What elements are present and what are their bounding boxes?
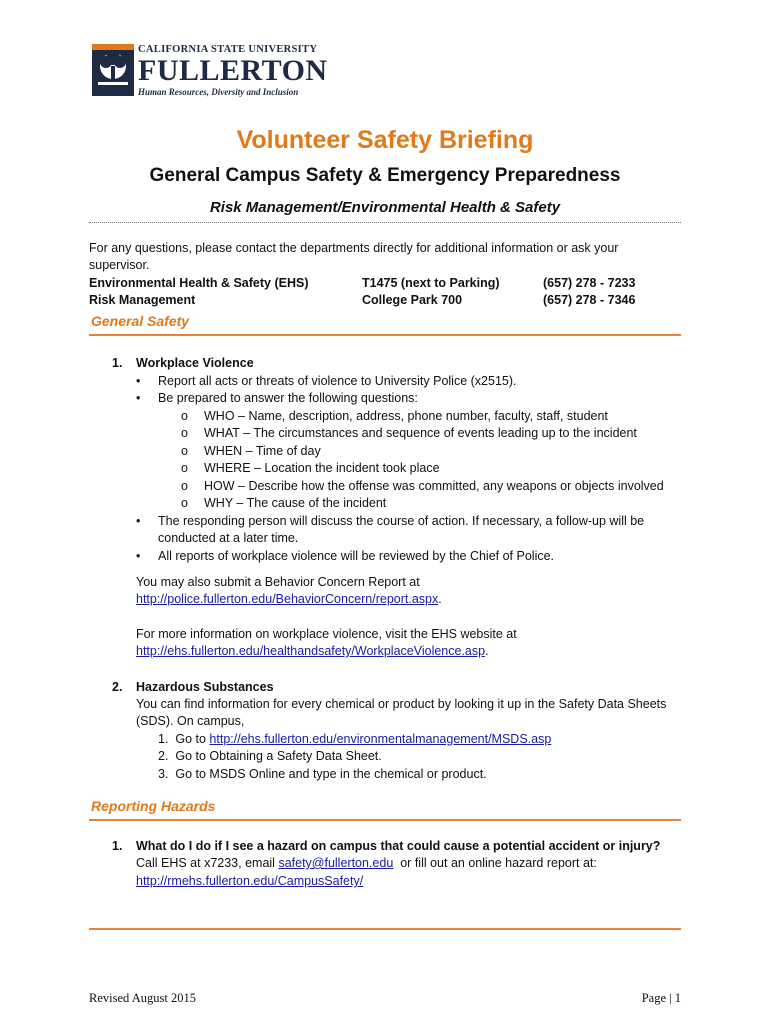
- behavior-report-text: You may also submit a Behavior Concern Report at: [136, 575, 420, 589]
- behavior-concern-link[interactable]: http://police.fullerton.edu/BehaviorConcern/report.aspx: [136, 592, 439, 606]
- campus-safety-link[interactable]: http://rmehs.fullerton.edu/CampusSafety/: [136, 874, 364, 888]
- contact-location-ehs: T1475 (next to Parking): [362, 276, 500, 290]
- tree-seal-icon: [92, 44, 134, 96]
- msds-link[interactable]: http://ehs.fullerton.edu/environmentalmanagement/MSDS.asp: [209, 732, 552, 746]
- bullet-responding-person: • The responding person will discuss the course of action. If necessary, a follow-up will be: [158, 513, 644, 531]
- section-heading-general-safety: General Safety: [91, 313, 190, 329]
- step-2-text: Go to Obtaining a Safety Data Sheet.: [175, 749, 382, 763]
- item-title-hazardous-substances: Hazardous Substances: [136, 680, 274, 694]
- page-subtitle: General Campus Safety & Emergency Preparedness: [149, 165, 621, 186]
- section-rule: [89, 334, 681, 336]
- question-what: o WHAT – The circumstances and sequence of events leading up to the incident: [204, 425, 637, 443]
- page-title: Volunteer Safety Briefing: [236, 126, 534, 154]
- item-number: 1.: [112, 356, 123, 370]
- question-why: o WHY – The cause of the incident: [204, 495, 386, 513]
- item-title-workplace-violence: Workplace Violence: [136, 356, 254, 370]
- dotted-divider: [89, 222, 681, 223]
- division-name: Human Resources, Diversity and Inclusion: [138, 87, 299, 97]
- contact-name-risk: Risk Management: [89, 293, 196, 307]
- step-3-text: Go to MSDS Online and type in the chemical or product.: [175, 767, 487, 781]
- university-line: CALIFORNIA STATE UNIVERSITY: [138, 44, 318, 55]
- item-number: 1.: [112, 839, 123, 853]
- question-when: o WHEN – Time of day: [204, 443, 321, 461]
- reporting-answer: [136, 855, 597, 873]
- contact-phone-risk: (657) 278 - 7346: [543, 293, 636, 307]
- page-number: Page | 1: [641, 991, 681, 1005]
- university-logo: [92, 44, 332, 100]
- more-info-text: For more information on workplace violence, visit the EHS website at: [136, 627, 517, 641]
- section-heading-reporting-hazards: Reporting Hazards: [91, 798, 216, 814]
- reporting-answer-suffix: or fill out an online hazard report at:: [393, 856, 597, 870]
- safety-email-link[interactable]: safety@fullerton.edu: [278, 856, 394, 870]
- department-line: Risk Management/Environmental Health & Safety: [209, 199, 561, 216]
- contact-name-ehs: Environmental Health & Safety (EHS): [89, 276, 309, 290]
- step-3: 3. Go to MSDS Online and type in the chemical or product.: [158, 767, 487, 781]
- bottom-rule: [89, 928, 681, 930]
- behavior-report-line: http://police.fullerton.edu/BehaviorConcern/report.aspx.: [136, 592, 442, 606]
- contact-phone-ehs: (657) 278 - 7233: [543, 276, 636, 290]
- workplace-violence-link[interactable]: http://ehs.fullerton.edu/healthandsafety/WorkplaceViolence.asp: [136, 644, 486, 658]
- hazardous-desc-2: (SDS). On campus,: [136, 714, 245, 728]
- item-number: 2.: [112, 680, 123, 694]
- bullet-report-violence: • Report all acts or threats of violence to University Police (x2515).: [158, 373, 517, 391]
- bullet-chief-review: • All reports of workplace violence will be reviewed by the Chief of Police.: [158, 548, 554, 566]
- question-how: o HOW – Describe how the offense was committed, any weapons or objects involved: [204, 478, 664, 496]
- step-1-prefix: Go to: [175, 732, 210, 746]
- revised-date: Revised August 2015: [89, 991, 196, 1005]
- bullet-responding-person-cont: conducted at a later time.: [158, 531, 299, 545]
- campus-name: FULLERTON: [138, 54, 328, 87]
- intro-text: For any questions, please contact the departments directly for additional information or ask your: [89, 241, 619, 255]
- contact-location-risk: College Park 700: [362, 293, 463, 307]
- section-rule: [89, 819, 681, 821]
- question-who: o WHO – Name, description, address, phone number, faculty, staff, student: [204, 408, 608, 426]
- more-info-line: http://ehs.fullerton.edu/healthandsafety/WorkplaceViolence.asp.: [136, 644, 489, 658]
- reporting-answer-prefix: Call EHS at x7233, email: [136, 856, 279, 870]
- question-where: o WHERE – Location the incident took place: [204, 460, 440, 478]
- bullet-be-prepared: • Be prepared to answer the following questions:: [158, 390, 418, 408]
- hazardous-desc: You can find information for every chemical or product by looking it up in the Safety Data Sheets: [136, 697, 667, 711]
- step-1: 1. Go to http://ehs.fullerton.edu/environmentalmanagement/MSDS.asp: [158, 732, 552, 746]
- intro-text-2: supervisor.: [89, 258, 150, 272]
- reporting-question: What do I do if I see a hazard on campus that could cause a potential accident or injury?: [136, 839, 661, 853]
- reporting-link-line: [136, 873, 363, 891]
- step-2: 2. Go to Obtaining a Safety Data Sheet.: [158, 749, 382, 763]
